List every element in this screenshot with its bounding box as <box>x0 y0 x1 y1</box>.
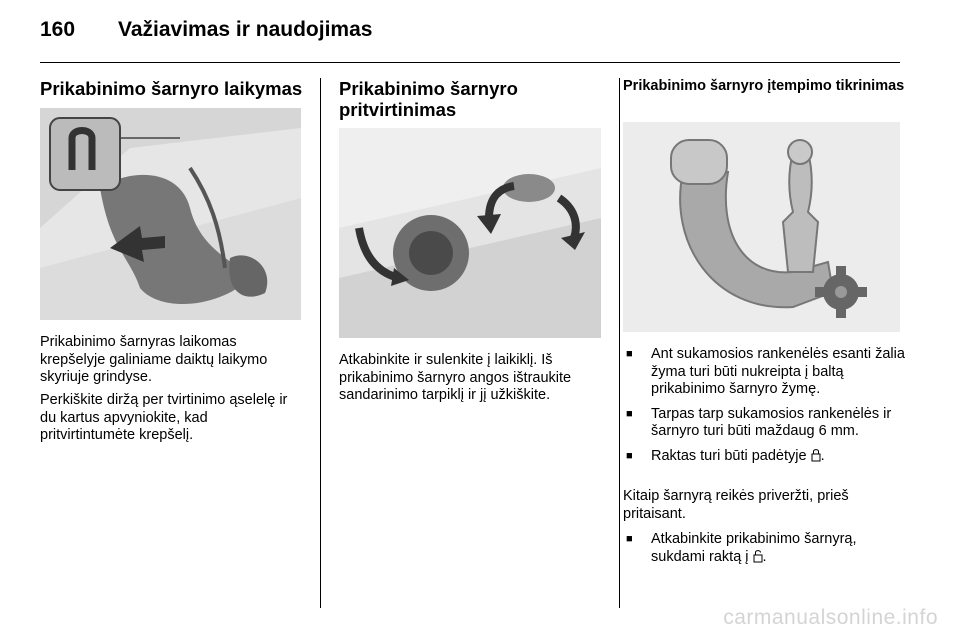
unlock-list <box>623 531 908 573</box>
padlock-open-icon <box>753 549 763 563</box>
column-mounting <box>339 78 604 120</box>
paragraph-mounting-1: Atkabinkite ir sulenkite į laikiklį. Iš prikabinimo šarnyro angos ištraukite sandarinimo tarpiklį ir jį užkiškite. <box>339 352 572 403</box>
list-item: ■ Raktas turi būti padėtyje . <box>623 448 908 466</box>
watermark: carmanualsonline.info <box>723 606 938 629</box>
header-rule <box>40 62 900 63</box>
list-item: ■ Tarpas tarp sukamosios rankenėlės ir šarnyro turi būti maždaug 6 mm. <box>623 406 908 441</box>
section-heading-mounting: Prikabinimo šarnyro pritvirtinimas <box>339 78 518 120</box>
column-tension-check <box>623 78 908 95</box>
tow-hook-illustration <box>623 122 900 332</box>
list-item: ■ Atkabinkite prikabinimo šarnyrą, sukdami raktą į . <box>623 531 908 566</box>
section-heading-storage: Prikabinimo šarnyro laikymas <box>40 78 303 99</box>
padlock-closed-icon <box>811 448 821 462</box>
column-divider-2 <box>619 78 620 608</box>
paragraph-storage-1: Prikabinimo šarnyras laikomas krepšelyje galiniame daiktų laikymo skyriuje grindyse. <box>40 334 268 385</box>
column-storage <box>40 78 305 99</box>
storage-bag-illustration <box>40 108 301 320</box>
page-number: 160 <box>40 18 76 41</box>
chapter-title: Važiavimas ir naudojimas <box>118 18 373 41</box>
column-divider-1 <box>320 78 321 608</box>
tension-check-list <box>623 346 908 472</box>
socket-illustration <box>339 128 601 338</box>
paragraph-tighten: Kitaip šarnyrą reikės priveržti, prieš pritaisant. <box>623 488 849 522</box>
list-item: ■ Ant sukamosios rankenėlės esanti žalia žyma turi būti nukreipta į baltą prikabinimo šarnyro žymę. <box>623 346 908 399</box>
section-heading-tension: Prikabinimo šarnyro įtempimo tikrinimas <box>623 78 905 94</box>
paragraph-storage-2: Perkiškite diržą per tvirtinimo ąselelę ir du kartus apvyniokite, kad pritvirtintumėte krepšelį. <box>40 392 288 443</box>
page-header <box>40 18 372 48</box>
